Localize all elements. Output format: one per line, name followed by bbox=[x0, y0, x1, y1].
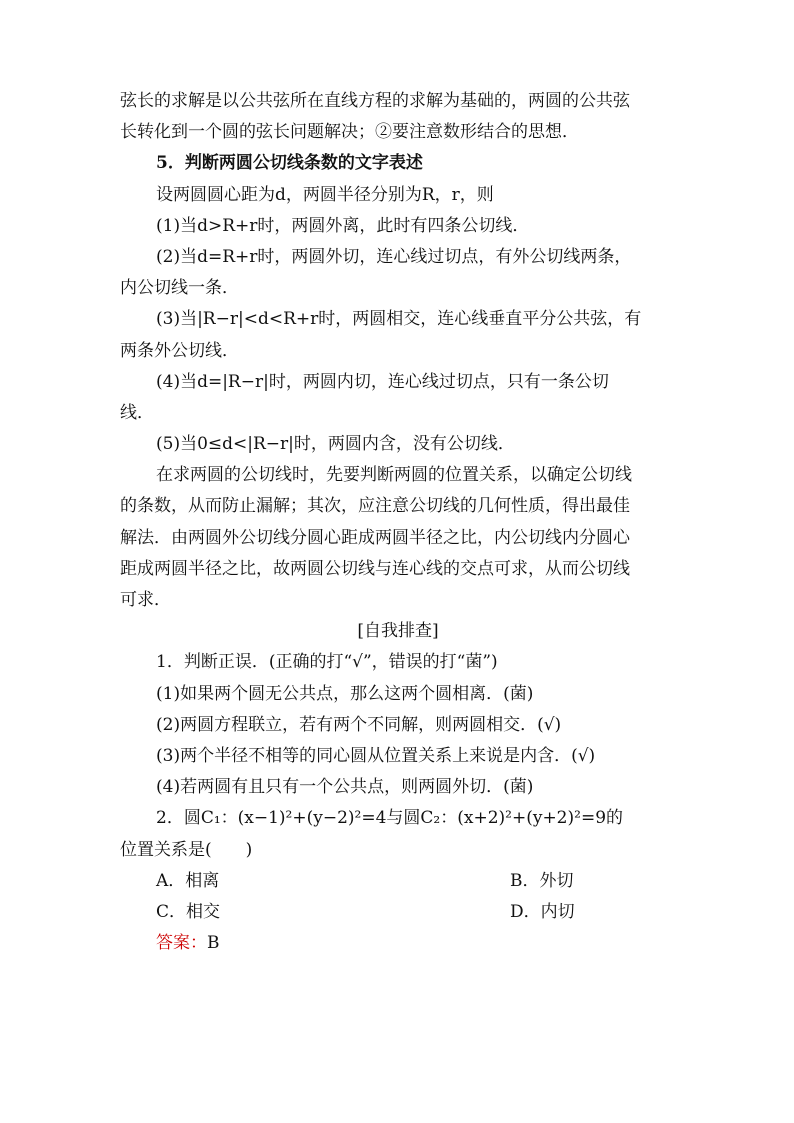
text-line: 可求． bbox=[120, 590, 171, 610]
answer-label: 答案： bbox=[156, 933, 207, 954]
answer-line bbox=[120, 928, 676, 959]
document-body bbox=[120, 86, 676, 959]
text-line: 的条数，从而防止漏解；其次，应注意公切线的几何性质，得出最佳 bbox=[120, 496, 630, 517]
option-d: D．内切 bbox=[510, 901, 575, 922]
text-line: (3)当|R−r|<d<R+r时，两圆相交，连心线垂直平分公共弦，有 bbox=[156, 309, 642, 330]
text-line: 设两圆圆心距为d，两圆半径分别为R，r，则 bbox=[156, 184, 494, 205]
text-line: 线． bbox=[120, 402, 154, 423]
text-line: 内公切线一条． bbox=[120, 278, 239, 299]
self-check-heading: [自我排查] bbox=[357, 621, 439, 642]
question-1-item: (2)两圆方程联立，若有两个不同解，则两圆相交．(√) bbox=[156, 714, 562, 735]
text-line: (4)当d=|R−r|时，两圆内切，连心线过切点，只有一条公切 bbox=[156, 371, 609, 392]
text-line: 在求两圆的公切线时，先要判断两圆的位置关系，以确定公切线 bbox=[156, 465, 632, 486]
text-line: (1)当d>R+r时，两圆外离，此时有四条公切线． bbox=[156, 215, 530, 236]
options-row bbox=[120, 866, 676, 897]
option-c: C．相交 bbox=[156, 901, 221, 922]
text-line: 距成两圆半径之比，故两圆公切线与连心线的交点可求，从而公切线 bbox=[120, 558, 630, 579]
question-1-item: (1)如果两个圆无公共点，那么这两个圆相离．(菌) bbox=[156, 683, 534, 704]
text-line: 解法．由两圆外公切线分圆心距成两圆半径之比，内公切线内分圆心 bbox=[120, 527, 630, 548]
text-line: 两条外公切线． bbox=[120, 340, 239, 361]
option-a: A．相离 bbox=[156, 870, 220, 891]
answer-value: B bbox=[207, 933, 220, 954]
text-line: (5)当0≤d<|R−r|时，两圆内含，没有公切线． bbox=[156, 434, 515, 455]
question-1: 1．判断正误．(正确的打“√”，错误的打“菌”) bbox=[156, 652, 498, 673]
question-2-continued: 位置关系是( ) bbox=[120, 839, 253, 860]
section-heading: 5．判断两圆公切线条数的文字表述 bbox=[156, 153, 423, 174]
question-2: 2．圆C₁：(x−1)²+(y−2)²=4与圆C₂：(x+2)²+(y+2)²=9的 bbox=[156, 808, 624, 829]
option-b: B．外切 bbox=[510, 870, 574, 891]
question-1-item: (3)两个半径不相等的同心圆从位置关系上来说是内含．(√) bbox=[156, 745, 596, 766]
text-line: 弦长的求解是以公共弦所在直线方程的求解为基础的，两圆的公共弦 bbox=[120, 91, 630, 111]
text-line: (2)当d=R+r时，两圆外切，连心线过切点，有外公切线两条， bbox=[156, 246, 632, 267]
question-1-item: (4)若两圆有且只有一个公共点，则两圆外切．(菌) bbox=[156, 777, 534, 798]
text-line: 长转化到一个圆的弦长问题解决；②要注意数形结合的思想． bbox=[120, 122, 579, 143]
options-row bbox=[120, 897, 676, 928]
